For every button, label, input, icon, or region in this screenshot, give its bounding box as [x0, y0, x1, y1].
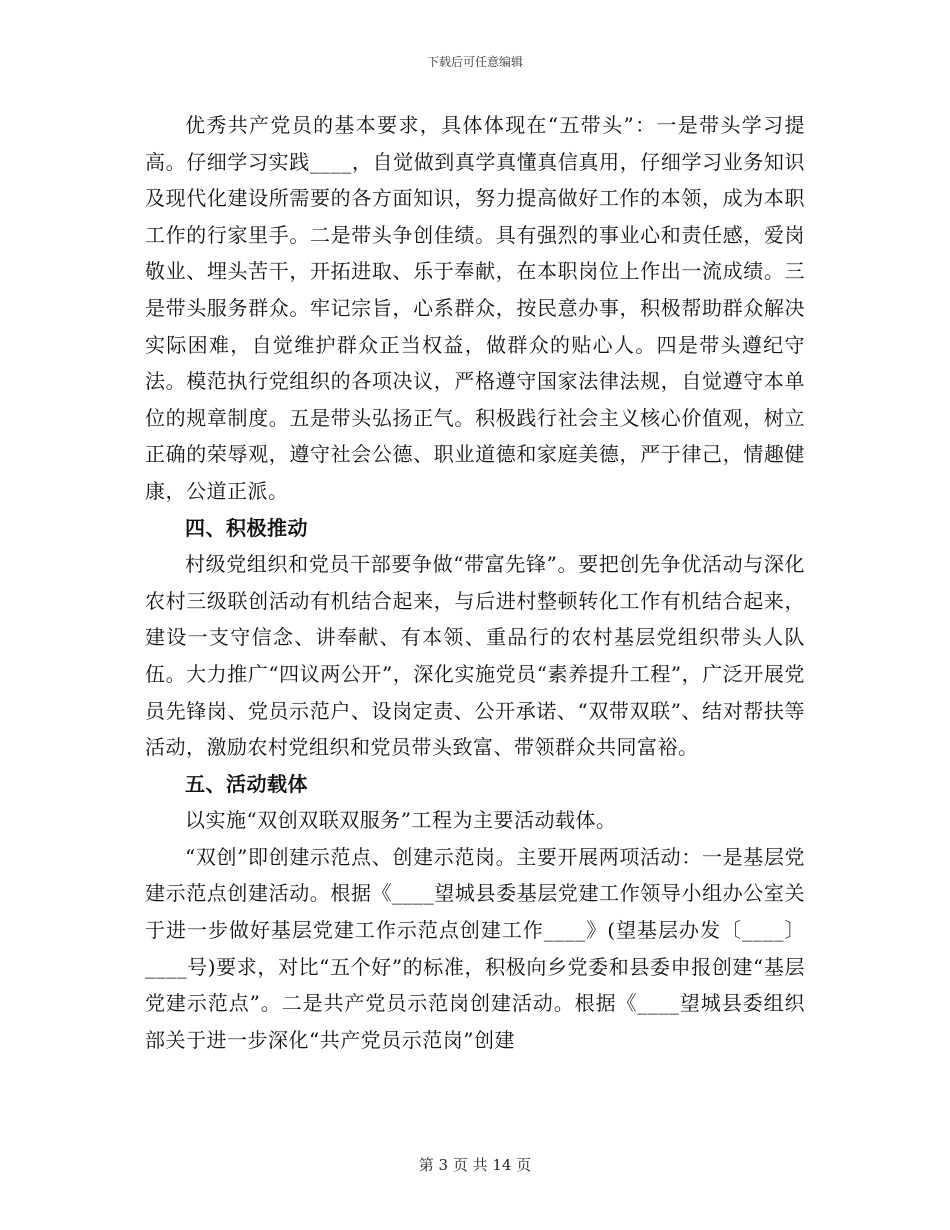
- paragraph-activity-carrier: 以实施“双创双联双服务”工程为主要活动载体。: [185, 808, 617, 833]
- paragraph-active-promotion: 村级党组织和党员干部要争做“带富先锋”。要把创先争优活动与深化农村三级联创活动有机结合起来，与后进村整顿转化工作有机结合起来，建设一支守信念、讲奉献、有本领、重品行的农村基层党组织带头人队伍。大力推广“四议两公开”，深化实施党员“素养提升工程”，广泛开展党员先锋岗、党员示范户、设岗定责、公开承诺、“双带双联”、结对帮扶等活动，激励农村党组织和党员带头致富、带领群众共同富裕。: [145, 552, 805, 760]
- page-header: 下载后可任意编辑: [426, 55, 523, 69]
- page-number: 第 3 页 共 14 页: [418, 1156, 532, 1174]
- paragraph-double-create: “双创”即创建示范点、创建示范岗。主要开展两项活动：一是基层党建示范点创建活动。根据《____望城县委基层党建工作领导小组办公室关于进一步做好基层党建工作示范点创建工作____》(望基层办发〔____〕____号)要求，对比“五个好”的标准，积极向乡党委和县委申报创建“基层党建示范点”。二是共产党员示范岗创建活动。根据《____望城县委组织部关于进一步深化“共产党员示范岗”创建: [145, 844, 805, 1052]
- section-heading-5: 五、活动载体: [185, 771, 308, 796]
- paragraph-five-leads: 优秀共产党员的基本要求，具体体现在“五带头”：一是带头学习提高。仔细学习实践____，自觉做到真学真懂真信真用，仔细学习业务知识及现代化建设所需要的各方面知识，努力提高做好工作的本领，成为本职工作的行家里手。二是带头争创佳绩。具有强烈的事业心和责任感，爱岗敬业、埋头苦干，开拓进取、乐于奉献，在本职岗位上作出一流成绩。三是带头服务群众。牢记宗旨，心系群众，按民意办事，积极帮助群众解决实际困难，自觉维护群众正当权益，做群众的贴心人。四是带头遵纪守法。模范执行党组织的各项决议，严格遵守国家法律法规，自觉遵守本单位的规章制度。五是带头弘扬正气。积极践行社会主义核心价值观，树立正确的荣辱观，遵守社会公德、职业道德和家庭美德，严于律己，情趣健康，公道正派。: [145, 113, 805, 503]
- document-body: [145, 107, 805, 1058]
- section-heading-4: 四、积极推动: [185, 515, 308, 540]
